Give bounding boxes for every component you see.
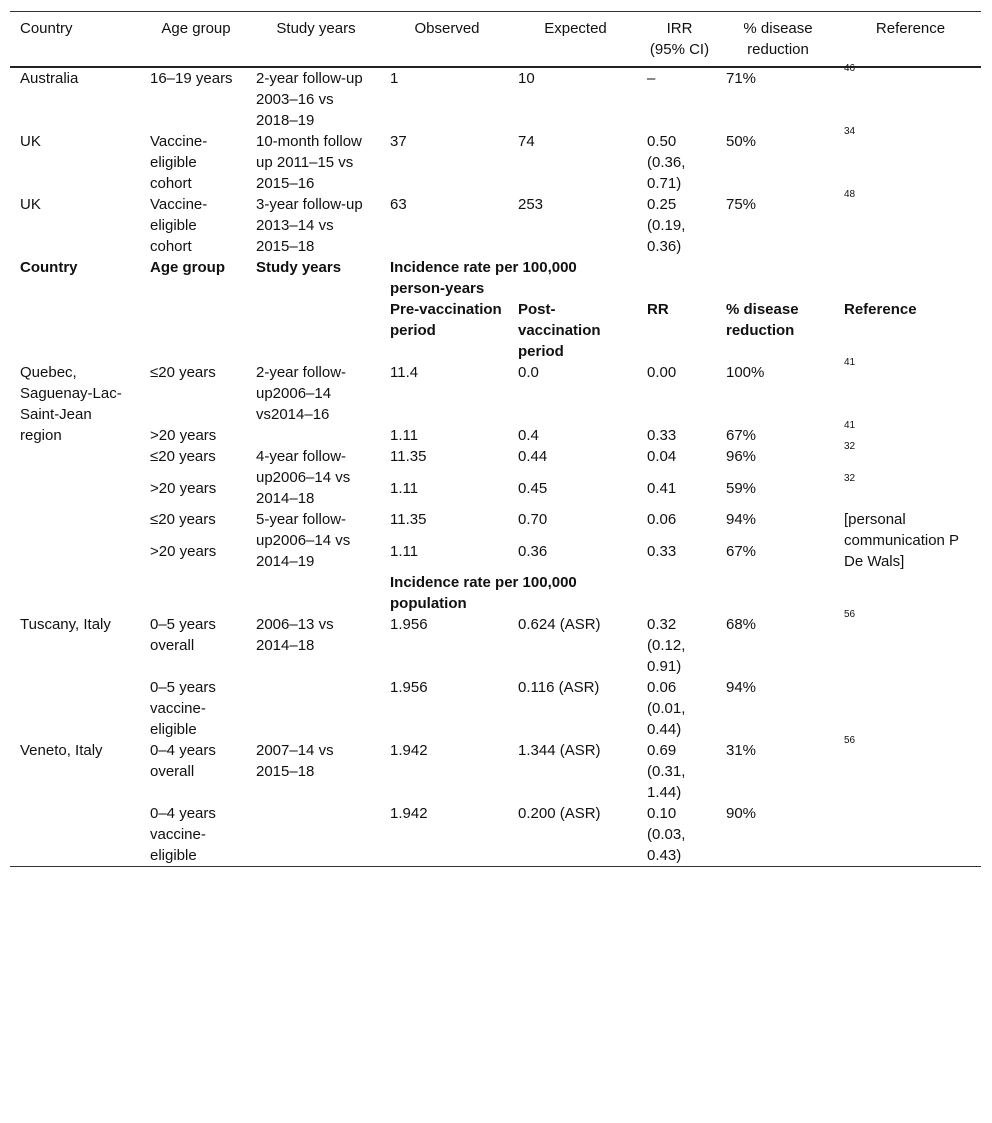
table-row	[10, 131, 981, 194]
cell-reduction: 75%	[726, 196, 757, 213]
table-row	[10, 194, 981, 257]
cell-pre: 1.11	[390, 479, 419, 497]
table-row	[10, 67, 981, 131]
cell-reference	[834, 357, 981, 425]
cell-pre: 1.956	[390, 616, 428, 633]
table-row	[10, 446, 981, 478]
cell-rr: 0.69 (0.31, 1.44)	[647, 742, 686, 801]
cell-country: UK	[20, 133, 41, 150]
reference-superscript: 32	[844, 472, 856, 484]
header-country: Country	[20, 20, 73, 37]
cell-post: 0.624 (ASR)	[518, 616, 601, 633]
cell-reduction: 67%	[726, 542, 757, 560]
cell-reduction: 96%	[726, 448, 757, 465]
cell-reduction: 90%	[726, 805, 757, 822]
reference-superscript: 56	[844, 609, 856, 620]
cell-reference	[834, 609, 981, 740]
cell-irr: –	[647, 70, 656, 87]
cell-irr: 0.25 (0.19, 0.36)	[647, 196, 686, 255]
reference-superscript: 34	[844, 126, 856, 137]
cell-age: Vaccine-eligible cohort	[150, 196, 208, 255]
cell-age: >20 years	[150, 479, 217, 497]
cell-age: ≤20 years	[150, 511, 216, 528]
cell-rr: 0.33	[647, 427, 677, 444]
cell-pre: 11.35	[390, 448, 427, 465]
header-study-years: Study years	[276, 20, 356, 37]
cell-pre: 1.942	[390, 805, 428, 822]
cell-reduction: 68%	[726, 616, 757, 633]
cell-reduction: 59%	[726, 479, 757, 497]
reference-superscript: 56	[844, 735, 856, 746]
cell-pre: 11.4	[390, 364, 419, 381]
table-row	[10, 425, 981, 446]
subheader-pre-vaccination: Pre-vaccination period	[390, 301, 502, 339]
cell-years: 5-year follow-up2006–14 vs 2014–19	[256, 511, 351, 570]
subheader-country: Country	[20, 259, 78, 276]
cell-pre: 11.35	[390, 511, 427, 528]
cell-reduction: 31%	[726, 742, 757, 759]
reference-superscript: 41	[844, 357, 856, 368]
table-row	[10, 478, 981, 510]
cell-reduction: 100%	[726, 364, 765, 381]
cell-country: Australia	[20, 70, 79, 87]
cell-rr: 0.06	[647, 511, 677, 528]
cell-post: 1.344 (ASR)	[518, 742, 601, 759]
subheader-disease-reduction: % disease reduction	[726, 301, 799, 339]
cell-rr: 0.10 (0.03, 0.43)	[647, 805, 686, 864]
header-expected: Expected	[544, 20, 607, 37]
subheader-post-vaccination: Post-vaccination period	[518, 301, 601, 360]
subheader-rr: RR	[647, 301, 669, 318]
cell-observed: 37	[390, 133, 407, 150]
reference-superscript: 32	[844, 441, 856, 452]
cell-expected: 10	[518, 70, 535, 87]
cell-pre: 1.11	[390, 427, 419, 444]
subheader-age-group: Age group	[150, 259, 225, 276]
cell-years: 2-year follow-up 2003–16 vs 2018–19	[256, 70, 363, 129]
cell-age: 0–5 years vaccine-eligible	[150, 679, 216, 738]
cell-age: ≤20 years	[150, 448, 216, 465]
cell-age: >20 years	[150, 427, 217, 444]
cell-post: 0.200 (ASR)	[518, 805, 601, 822]
table-header-row	[10, 12, 981, 68]
section-header-row	[10, 257, 981, 299]
cell-reference	[834, 189, 981, 257]
cell-post: 0.36	[518, 542, 548, 560]
cell-reduction: 50%	[726, 133, 757, 150]
header-disease-reduction: % disease reduction	[743, 20, 813, 58]
cell-years: 2006–13 vs 2014–18	[256, 616, 334, 654]
cell-age: Vaccine-eligible cohort	[150, 133, 208, 192]
cell-country: Veneto, Italy	[20, 742, 103, 759]
subheader-study-years: Study years	[256, 259, 342, 276]
cell-reference	[834, 420, 981, 446]
cell-pre: 1.11	[390, 542, 419, 560]
cell-irr: 0.50 (0.36, 0.71)	[647, 133, 686, 192]
cell-pre: 1.956	[390, 679, 428, 696]
cell-years: 2007–14 vs 2015–18	[256, 742, 334, 780]
section-header-row	[10, 299, 981, 362]
cell-country: Quebec, Saguenay-Lac-Saint-Jean region	[20, 364, 122, 444]
cell-post: 0.116 (ASR)	[518, 679, 600, 696]
cell-age: ≤20 years	[150, 364, 216, 381]
header-reference: Reference	[875, 20, 946, 37]
cell-post: 0.70	[518, 511, 548, 528]
reference-superscript: 48	[844, 189, 856, 200]
cell-pre: 1.942	[390, 742, 428, 759]
section-header-row	[10, 572, 981, 614]
header-observed: Observed	[414, 20, 480, 37]
reference-superscript: 41	[844, 420, 856, 431]
cell-reduction: 94%	[726, 511, 757, 528]
cell-age: 0–4 years overall	[150, 742, 216, 780]
table-row	[10, 509, 981, 541]
cell-post: 0.44	[518, 448, 548, 465]
cell-years: 10-month follow up 2011–15 vs 2015–16	[256, 133, 362, 192]
cell-reduction: 94%	[726, 679, 757, 696]
cell-rr: 0.32 (0.12, 0.91)	[647, 616, 686, 675]
cell-age: 0–4 years vaccine-eligible	[150, 805, 216, 864]
cell-reduction: 67%	[726, 427, 757, 444]
reference-superscript: 46	[844, 63, 856, 74]
table-row	[10, 614, 981, 677]
cell-country: Tuscany, Italy	[20, 616, 111, 633]
subheader-incidence-population: Incidence rate per 100,000 population	[390, 574, 577, 612]
cell-rr: 0.33	[647, 542, 677, 560]
cell-reference-text: [personal communication P De Wals]	[844, 511, 959, 570]
cell-observed: 63	[390, 196, 407, 213]
cell-rr: 0.06 (0.01, 0.44)	[647, 679, 686, 738]
subheader-incidence-rate: Incidence rate per 100,000 person-years	[390, 259, 577, 297]
cell-years: 3-year follow-up 2013–14 vs 2015–18	[256, 196, 363, 255]
cell-age: 0–5 years overall	[150, 616, 216, 654]
cell-age: 16–19 years	[150, 70, 233, 87]
cell-post: 0.45	[518, 479, 548, 497]
cell-country: UK	[20, 196, 41, 213]
header-age-group: Age group	[161, 20, 231, 37]
data-table	[10, 11, 981, 867]
table-row	[10, 362, 981, 425]
cell-reference	[834, 63, 981, 131]
cell-reduction: 71%	[726, 70, 757, 87]
cell-reference	[834, 735, 981, 867]
cell-expected: 253	[518, 196, 544, 213]
table-row	[10, 740, 981, 803]
cell-rr: 0.00	[647, 364, 677, 381]
cell-age: >20 years	[150, 542, 217, 560]
subheader-reference: Reference	[844, 301, 917, 318]
cell-rr: 0.41	[647, 479, 677, 497]
cell-post: 0.0	[518, 364, 539, 381]
cell-reference	[834, 472, 981, 510]
cell-post: 0.4	[518, 427, 539, 444]
cell-years: 4-year follow-up2006–14 vs 2014–18	[256, 448, 351, 507]
cell-reference	[834, 441, 981, 478]
cell-reference	[834, 126, 981, 194]
header-irr: IRR (95% CI)	[649, 20, 710, 58]
cell-observed: 1	[390, 70, 399, 87]
cell-expected: 74	[518, 133, 535, 150]
cell-years: 2-year follow-up2006–14 vs2014–16	[256, 364, 347, 423]
cell-rr: 0.04	[647, 448, 677, 465]
